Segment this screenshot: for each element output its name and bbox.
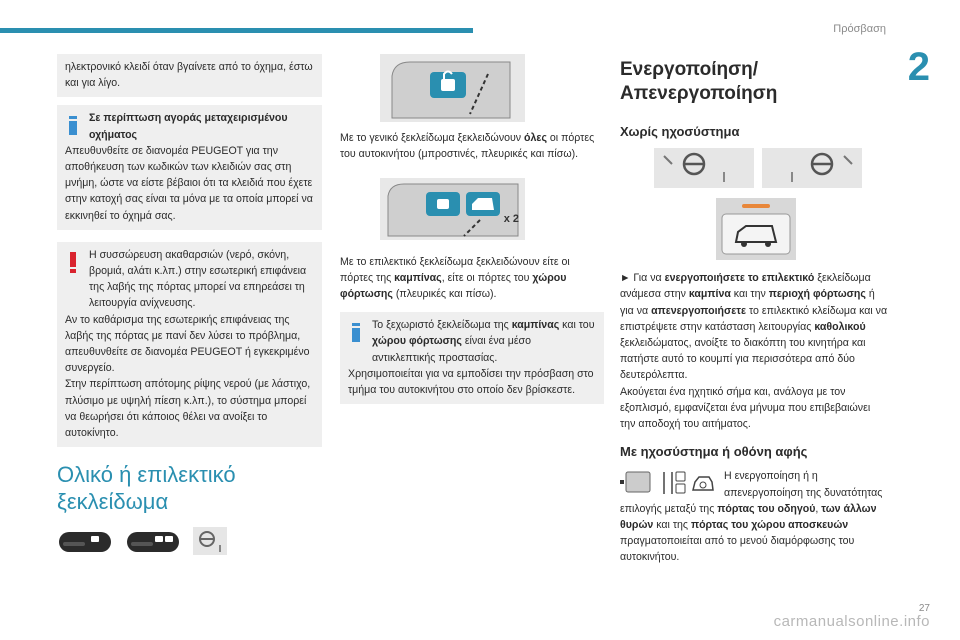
subheading-with-audio: Με ηχοσύστημα ή οθόνη αφής [620,444,808,460]
info-icon [69,116,77,136]
instr-t1: ► Για να [620,272,665,285]
audio-b2: των άλλων θυρών [620,502,877,532]
section-heading-unlocking: Ολικό ή επιλεκτικό ξεκλείδωμα [57,462,236,515]
menu-icons [620,470,716,496]
caption-global [340,130,604,162]
page-number: 27 [918,603,930,614]
selective-unlock-button-icon [716,198,796,260]
heading-activation-2: Απενεργοποίηση [620,83,778,104]
instr-t2: ξεκλείδωμα ανάμεσα στην [620,272,871,301]
column-right [620,58,888,566]
figure-global-unlock [380,54,525,122]
warning-p3: Στην περίπτωση απότομης ρίψης νερού (με λάστιχο, πλύσιμο με υψηλή πίεση κ.λπ.), το σύστημα μπορεί να θεωρήσει ότι κάποιος θέλει να ανοίξει το αυτοκίνητο. [65,378,311,440]
figure-selective-unlock [380,178,525,245]
instr-b1: ενεργοποιήσετε το επιλεκτικό [664,272,815,285]
audio-b1: πόρτας του οδηγού [717,502,816,515]
section-title: Πρόσβαση [833,23,886,35]
audio-paragraph [620,468,888,565]
press-count-badge: x 2 [503,213,519,226]
figure-selective-unlock-image [380,178,525,240]
key-fob-unlock-icon [125,528,181,554]
caption-sel-bold-2: χώρου φόρτωσης [340,271,567,301]
caption-global-text-2: οι πόρτες του αυτοκινήτου (μπροστινές, πλευρικές και πίσω). [340,132,595,161]
caption-sel-bold-1: καμπίνας [394,271,442,284]
instr-t5: το επιλεκτικό κλείδωμα και να επιστρέψετε στην κατάσταση λειτουργίας [620,304,888,333]
audio-t4: πραγματοποιείται από το μενού διαμόρφωσης του αυτοκινήτου. [620,535,855,564]
intro-text: ηλεκτρονικό κλειδί όταν βγαίνετε από το όχημα, έστω και για λίγο. [65,61,313,90]
steering-wheel-icon [193,527,227,555]
subheading-no-audio: Χωρίς ηχοσύστημα [620,124,740,139]
steering-right-icon [762,148,862,188]
antitheft-b2: χώρου φόρτωσης [372,335,462,348]
audio-t3: και της [653,519,691,532]
settings-sliders-icon [658,470,686,496]
info-box-used-vehicle [57,105,322,229]
info-icon [352,323,360,343]
caption-global-text-1: Με το γενικό ξεκλείδωμα ξεκλειδώνουν [340,132,525,144]
warning-p2: Αν το καθάρισμα της εσωτερικής επιφάνειας της λαβής της πόρτας με πανί δεν λύσει το πρόβλημα, απευθυνθείτε σε διανομέα PEUGEOT ή εγκεκριμένο συνεργείο. [65,313,310,375]
antitheft-p1 [372,317,596,366]
heading-activation-1: Ενεργοποίηση/ [620,59,759,80]
instr-t3: και την [730,288,769,301]
top-accent-bar [0,28,473,33]
instruction-paragraph [620,270,888,383]
antitheft-b1: καμπίνας [511,319,560,332]
antitheft-t1: Το ξεχωριστό ξεκλείδωμα της [372,319,512,332]
warning-icon [70,252,76,274]
caption-sel-2: , είτε οι πόρτες του [441,271,533,284]
key-icons-row [57,527,322,555]
watermark: carmanualsonline.info [773,613,930,630]
warning-p1: Η συσσώρευση ακαθαρσιών (νερό, σκόνη, βρομιά, αλάτι κ.λπ.) στην εσωτερική επιφάνεια της λαβής της πόρτας μπορεί να επηρεάσει τη λειτουργία ανίχνευσης. [89,248,307,310]
column-left [57,54,322,555]
antitheft-t3: είναι ένα μέσο αντικλεπτικής προστασίας. [372,335,531,364]
caption-selective [340,254,604,303]
instr-t6: ξεκλειδώματος, ανοίξτε το διακόπτη του κινητήρα και πατήστε αυτό το κουμπί για περισσότερα από δύο δευτερόλεπτα. [620,337,866,382]
caption-sel-3: (πλευρικές και πίσω). [392,288,497,301]
instr-b5: καθολικού [814,320,866,333]
antitheft-t2: και του [559,319,595,332]
key-fob-lock-icon [57,528,113,554]
audio-b3: πόρτας του χώρου αποσκευών [690,519,849,532]
instr-b2: καμπίνα [688,288,731,301]
caption-global-bold: όλες [524,132,547,144]
instr-t4: ή για να [620,288,875,317]
confirmation-paragraph: Ακούγεται ένα ηχητικό σήμα και, ανάλογα με τον εξοπλισμό, εμφανίζεται ένα μήνυμα που επιβεβαιώνει την αποδοχή του αιτήματος. [620,385,871,431]
steering-left-icon [654,148,754,188]
chapter-number: 2 [907,45,930,89]
caption-sel-1: Με το επιλεκτικό ξεκλείδωμα ξεκλειδώνουν είτε οι πόρτες της [340,255,570,284]
screen-menu-icon [620,470,654,496]
info-box-text: Απευθυνθείτε σε διανομέα PEUGEOT για την αποθήκευση των κωδικών των κλειδιών σας στη μνήμη, ώστε να είστε βέβαιοι ότι τα κλειδιά που έχετε στην κατοχή σας είναι τα μόνα με τα οποία μπορεί να εκκινηθεί το όχημά σας. [65,144,313,222]
warning-box-dirt [57,242,322,447]
audio-t1: Η ενεργοποίηση ή η απενεργοποίηση της δυνατότητας επιλογής μεταξύ της [620,470,883,515]
info-box-title: Σε περίπτωση αγοράς μεταχειρισμένου οχήματος [89,112,288,141]
instr-b4: απενεργοποιήσετε [651,304,747,317]
instr-b3: περιοχή φόρτωσης [768,288,866,301]
info-box-antitheft [340,312,604,404]
intro-box [57,54,322,97]
steering-figures [654,148,888,188]
audio-t2: , [815,502,822,515]
vehicle-settings-icon [690,470,716,496]
column-middle [340,54,604,412]
antitheft-p2: Χρησιμοποιείται για να εμποδίσει την πρόσβαση στο τμήμα του αυτοκινήτου στο οποίο δεν βρίσκεστε. [348,367,594,397]
